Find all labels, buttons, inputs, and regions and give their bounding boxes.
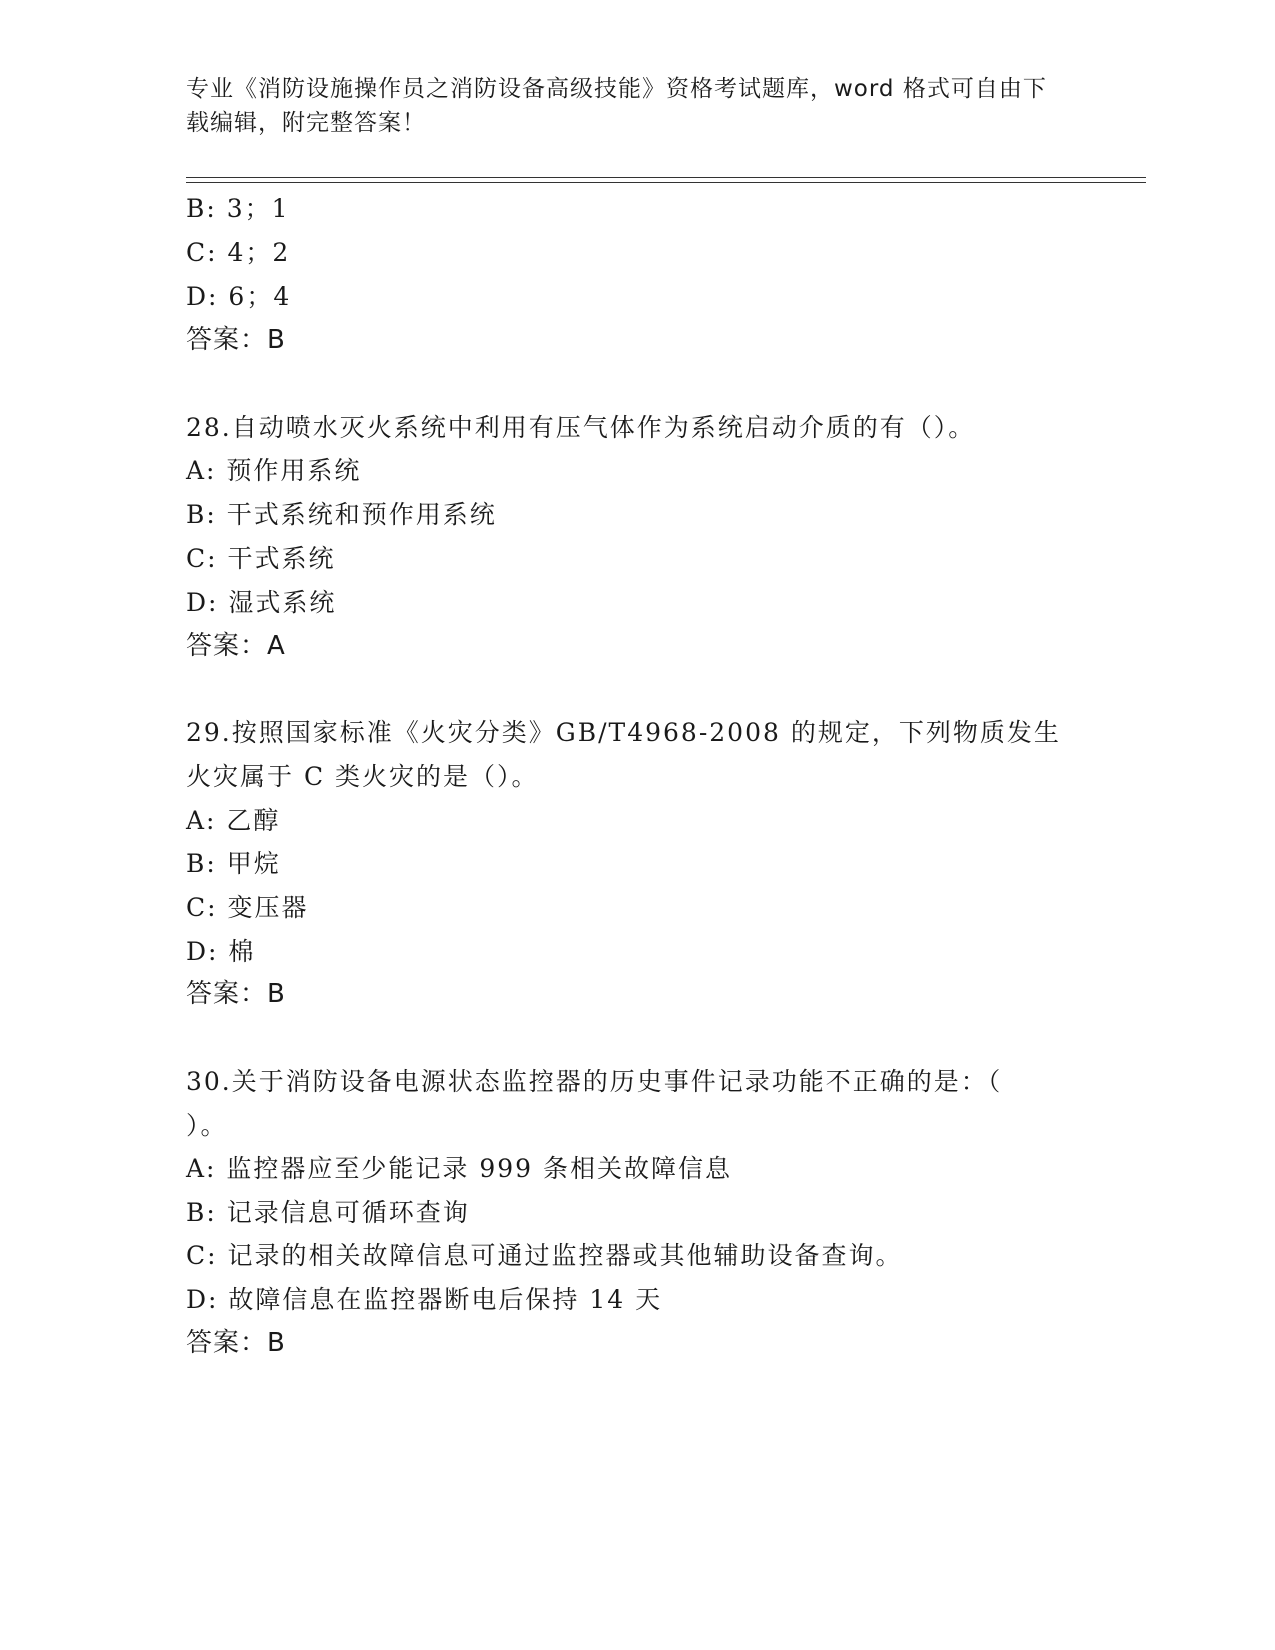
- q28-option-a: A: 预作用系统: [186, 456, 362, 485]
- q27-option-b: B: 3；1: [186, 194, 290, 223]
- q30-answer: 答案：B: [186, 1328, 286, 1358]
- q27-answer: 答案：B: [186, 325, 286, 355]
- header-line-2: 载编辑，附完整答案！: [186, 110, 426, 136]
- q29-option-c: C: 变压器: [186, 893, 309, 922]
- q30-option-b: B: 记录信息可循环查询: [186, 1198, 470, 1227]
- q30-stem-line-1: 30.关于消防设备电源状态监控器的历史事件记录功能不正确的是：（: [186, 1067, 1003, 1096]
- q29-option-b: B: 甲烷: [186, 849, 281, 878]
- header-divider-bottom: [186, 182, 1146, 183]
- q29-option-a: A: 乙醇: [186, 806, 281, 835]
- q29-stem-line-2: 火灾属于 C 类火灾的是（）。: [186, 762, 539, 791]
- q28-option-c: C: 干式系统: [186, 544, 336, 573]
- q30-option-c: C: 记录的相关故障信息可通过监控器或其他辅助设备查询。: [186, 1241, 903, 1270]
- q28-option-d: D: 湿式系统: [186, 588, 337, 617]
- q27-option-c: C: 4；2: [186, 238, 291, 267]
- q28-stem: 28.自动喷水灭火系统中利用有压气体作为系统启动介质的有（）。: [186, 413, 976, 442]
- q28-option-b: B: 干式系统和预作用系统: [186, 500, 497, 529]
- q27-option-d: D: 6；4: [186, 282, 292, 311]
- q29-option-d: D: 棉: [186, 937, 256, 966]
- q30-option-a: A: 监控器应至少能记录 999 条相关故障信息: [186, 1154, 733, 1183]
- q29-stem-line-1: 29.按照国家标准《火灾分类》GB/T4968-2008 的规定，下列物质发生: [186, 718, 1061, 747]
- q28-answer: 答案：A: [186, 631, 286, 661]
- q30-option-d: D: 故障信息在监控器断电后保持 14 天: [186, 1285, 663, 1314]
- q29-answer: 答案：B: [186, 979, 286, 1009]
- q30-stem-line-2: ）。: [186, 1111, 228, 1140]
- document-header: [186, 72, 1086, 140]
- header-line-1: 专业《消防设施操作员之消防设备高级技能》资格考试题库，word 格式可自由下: [186, 76, 1047, 102]
- header-divider-top: [186, 177, 1146, 178]
